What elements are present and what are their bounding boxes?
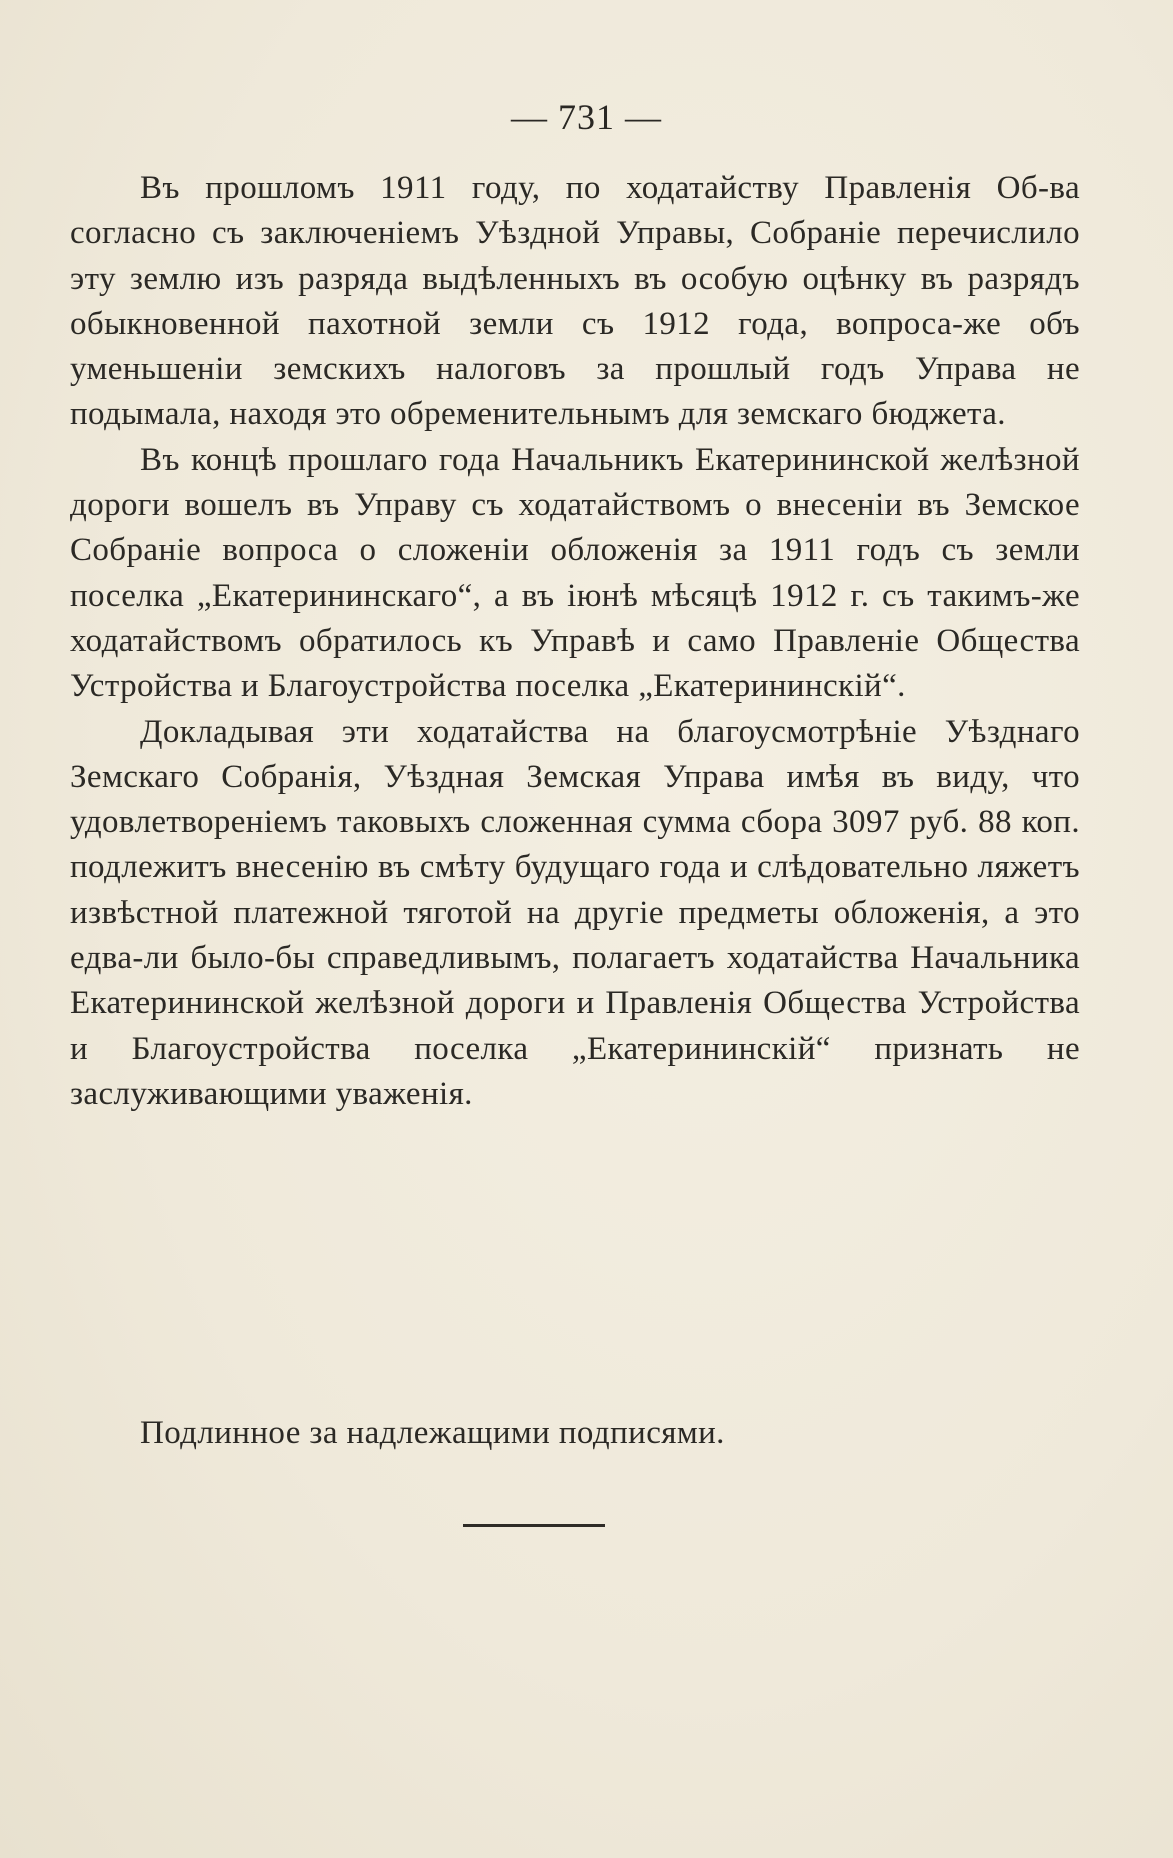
paragraph: Докладывая эти ходатайства на благоусмотрѣніе Уѣзднаго Земскаго Собранія, Уѣздная Земская Управа имѣя въ виду, что удовлетвореніемъ таковыхъ сложенная сумма сбора 3097 руб. 88 коп. подлежитъ внесенію въ смѣту будущаго года и слѣдовательно ляжетъ извѣстной платежной тяготой на другіе предметы обложенія, а это едва-ли было-бы справедливымъ, полагаетъ ходатайства Начальника Екатерининской желѣзной дороги и Правленія Общества Устройства и Благоустройства поселка „Екатерининскій“ признать не заслуживающими уваженія.: [70, 713, 1080, 1112]
body-text: [70, 166, 1080, 1117]
page-number: — 731 —: [511, 97, 662, 137]
paragraph: Въ прошломъ 1911 году, по ходатайству Правленія Об-ва согласно съ заключеніемъ Уѣздной Управы, Собраніе перечислило эту землю изъ разряда выдѣленныхъ въ особую оцѣнку въ разрядъ обыкновенной пахотной земли съ 1912 года, вопроса-же объ уменьшеніи земскихъ налоговъ за прошлый годъ Управа не подымала, находя это обременительнымъ для земскаго бюджета.: [70, 170, 1080, 433]
horizontal-rule: [463, 1524, 605, 1527]
closing-signature-note: Подлинное за надлежащими подписями.: [140, 1415, 725, 1451]
paragraph: Въ концѣ прошлаго года Начальникъ Екатерининской желѣзной дороги вошелъ въ Управу съ ходатайствомъ о внесеніи въ Земское Собраніе вопроса о сложеніи обложенія за 1911 годъ съ земли поселка „Екатерининскаго“, а въ іюнѣ мѣсяцѣ 1912 г. съ такимъ-же ходатайствомъ обратилось къ Управѣ и само Правленіе Общества Устройства и Благоустройства поселка „Екатерининскій“.: [70, 441, 1080, 705]
